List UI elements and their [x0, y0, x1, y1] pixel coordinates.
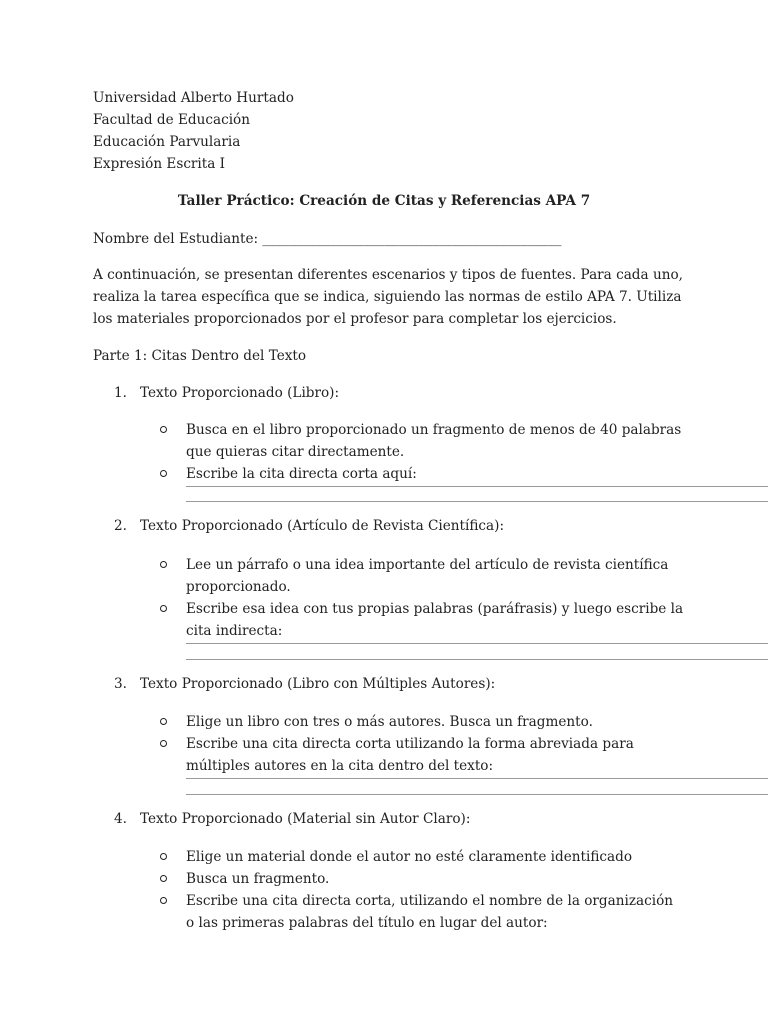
- bullet-line: Escribe una cita directa corta, utilizando el nombre de la organización: [186, 893, 674, 909]
- list-item: [160, 419, 681, 463]
- item-2-heading: [114, 515, 504, 537]
- list-item: [160, 890, 673, 934]
- bullet-line: Elige un material donde el autor no esté claramente identificado: [186, 849, 633, 865]
- answer-line[interactable]: [186, 486, 768, 487]
- answer-line[interactable]: [186, 794, 768, 795]
- list-item: [160, 846, 632, 868]
- item-heading-text: Texto Proporcionado (Artículo de Revista Científica):: [140, 518, 505, 534]
- program-name: Educación Parvularia: [93, 134, 241, 150]
- student-name-line: Nombre del Estudiante: ____________________________________________: [93, 231, 562, 247]
- intro-line: A continuación, se presentan diferentes escenarios y tipos de fuentes. Para cada uno,: [93, 267, 683, 283]
- hollow-bullet-icon: [160, 718, 167, 725]
- list-item: [160, 598, 683, 642]
- header-block: [93, 87, 294, 175]
- hollow-bullet-icon: [160, 897, 167, 904]
- bullet-line: proporcionado.: [186, 579, 291, 595]
- bullet-line: que quieras citar directamente.: [186, 444, 405, 460]
- item-1-heading: [114, 382, 339, 404]
- answer-line[interactable]: [186, 778, 768, 779]
- hollow-bullet-icon: [160, 561, 167, 568]
- list-item: [160, 733, 634, 777]
- item-heading-text: Texto Proporcionado (Libro con Múltiples Autores):: [140, 676, 496, 692]
- hollow-bullet-icon: [160, 875, 167, 882]
- hollow-bullet-icon: [160, 740, 167, 747]
- item-heading-text: Texto Proporcionado (Material sin Autor Claro):: [140, 811, 471, 827]
- bullet-line: Escribe esa idea con tus propias palabras (paráfrasis) y luego escribe la: [186, 601, 684, 617]
- hollow-bullet-icon: [160, 426, 167, 433]
- bullet-line: Elige un libro con tres o más autores. Busca un fragmento.: [186, 714, 593, 730]
- item-number: 4.: [114, 811, 127, 827]
- list-item: [160, 868, 329, 890]
- item-number: 3.: [114, 676, 127, 692]
- bullet-line: Busca un fragmento.: [186, 871, 330, 887]
- item-4-heading: [114, 808, 470, 830]
- intro-line: realiza la tarea específica que se indica, siguiendo las normas de estilo APA 7. Utiliza: [93, 289, 682, 305]
- faculty-name: Facultad de Educación: [93, 112, 250, 128]
- bullet-line: Escribe la cita directa corta aquí:: [186, 466, 417, 482]
- bullet-line: cita indirecta:: [186, 623, 283, 639]
- answer-line[interactable]: [186, 643, 768, 644]
- item-number: 2.: [114, 518, 127, 534]
- answer-line[interactable]: [186, 501, 768, 502]
- item-heading-text: Texto Proporcionado (Libro):: [140, 385, 340, 401]
- bullet-line: o las primeras palabras del título en lugar del autor:: [186, 915, 548, 931]
- bullet-line: múltiples autores en la cita dentro del texto:: [186, 758, 494, 774]
- hollow-bullet-icon: [160, 853, 167, 860]
- bullet-line: Busca en el libro proporcionado un fragmento de menos de 40 palabras: [186, 422, 682, 438]
- list-item: [160, 463, 417, 485]
- course-name: Expresión Escrita I: [93, 156, 226, 172]
- hollow-bullet-icon: [160, 605, 167, 612]
- bullet-line: Escribe una cita directa corta utilizando la forma abreviada para: [186, 736, 634, 752]
- item-number: 1.: [114, 385, 127, 401]
- bullet-line: Lee un párrafo o una idea importante del artículo de revista científica: [186, 557, 669, 573]
- part-1-title: Parte 1: Citas Dentro del Texto: [93, 348, 307, 364]
- intro-paragraph: [93, 264, 683, 330]
- item-3-heading: [114, 673, 495, 695]
- answer-line[interactable]: [186, 659, 768, 660]
- list-item: [160, 711, 593, 733]
- document-title: Taller Práctico: Creación de Citas y Referencias APA 7: [177, 193, 591, 209]
- list-item: [160, 554, 668, 598]
- intro-line: los materiales proporcionados por el profesor para completar los ejercicios.: [93, 311, 617, 327]
- hollow-bullet-icon: [160, 470, 167, 477]
- university-name: Universidad Alberto Hurtado: [93, 90, 294, 106]
